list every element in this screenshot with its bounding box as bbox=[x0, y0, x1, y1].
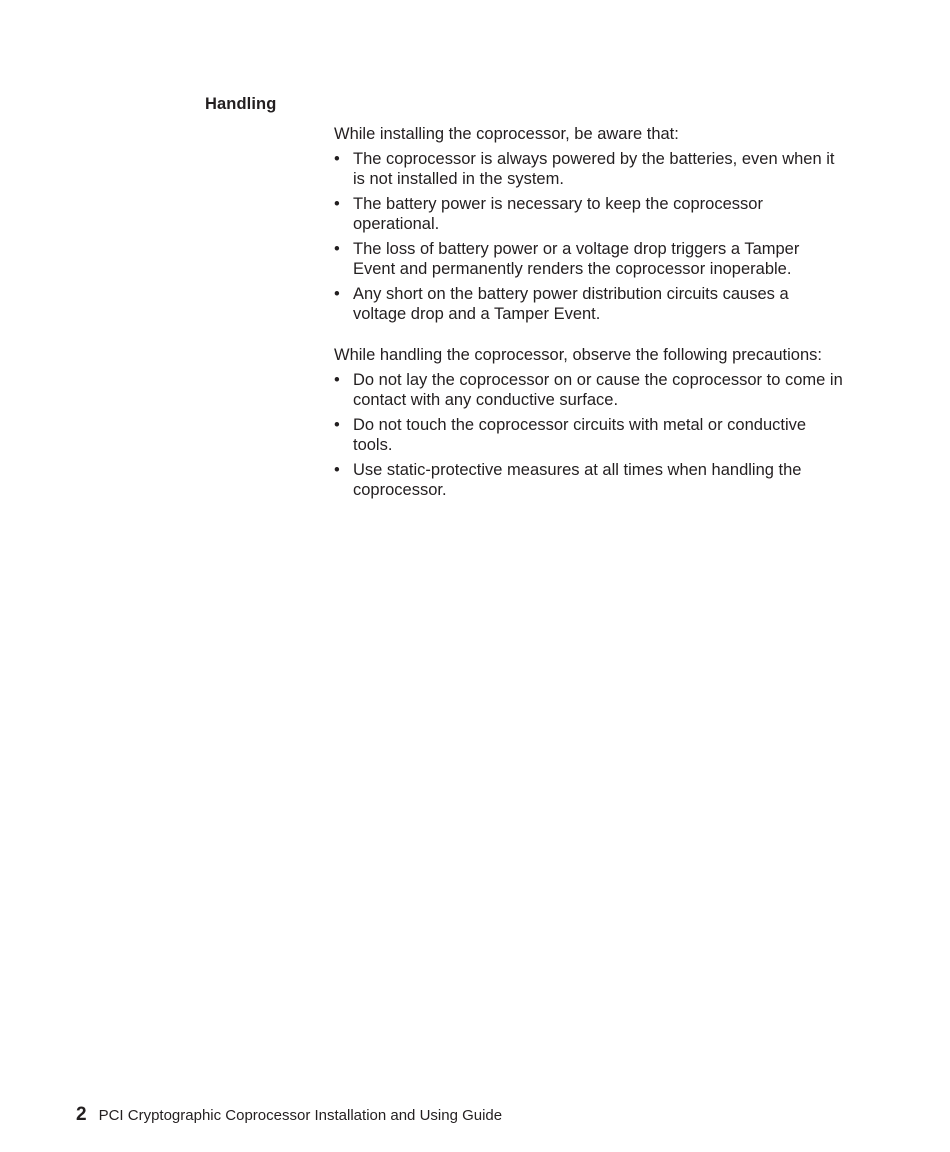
installing-intro: While installing the coprocessor, be aware that: bbox=[334, 125, 679, 143]
page-number: 2 bbox=[76, 1104, 87, 1125]
installing-list bbox=[334, 149, 846, 324]
bullet-icon: • bbox=[334, 371, 340, 389]
list-item-text: Do not touch the coprocessor circuits with metal or conductive tools. bbox=[353, 416, 807, 454]
handling-list bbox=[334, 370, 846, 500]
book-title: PCI Cryptographic Coprocessor Installation and Using Guide bbox=[98, 1107, 503, 1124]
section-body bbox=[334, 124, 846, 505]
list-item bbox=[334, 239, 846, 279]
list-item bbox=[334, 460, 846, 500]
list-item bbox=[334, 284, 846, 324]
list-item-text: The battery power is necessary to keep the coprocessor operational. bbox=[353, 195, 763, 233]
bullet-icon: • bbox=[334, 416, 340, 434]
page-footer bbox=[76, 1104, 502, 1126]
list-item-text: Use static-protective measures at all times when handling the coprocessor. bbox=[353, 461, 802, 499]
bullet-icon: • bbox=[334, 461, 340, 479]
list-item-text: The loss of battery power or a voltage drop triggers a Tamper Event and permanently renders the coprocessor inoperable. bbox=[353, 240, 800, 278]
bullet-icon: • bbox=[334, 195, 340, 213]
list-item bbox=[334, 149, 846, 189]
bullet-icon: • bbox=[334, 150, 340, 168]
section-heading: Handling bbox=[205, 95, 277, 113]
list-item-text: Any short on the battery power distribution circuits causes a voltage drop and a Tamper Event. bbox=[353, 285, 789, 323]
bullet-icon: • bbox=[334, 240, 340, 258]
list-item bbox=[334, 415, 846, 455]
list-item-text: The coprocessor is always powered by the batteries, even when it is not installed in the system. bbox=[353, 150, 835, 188]
handling-intro: While handling the coprocessor, observe the following precautions: bbox=[334, 346, 822, 364]
list-item-text: Do not lay the coprocessor on or cause the coprocessor to come in contact with any conductive surface. bbox=[353, 371, 843, 409]
list-item bbox=[334, 370, 846, 410]
list-item bbox=[334, 194, 846, 234]
bullet-icon: • bbox=[334, 285, 340, 303]
